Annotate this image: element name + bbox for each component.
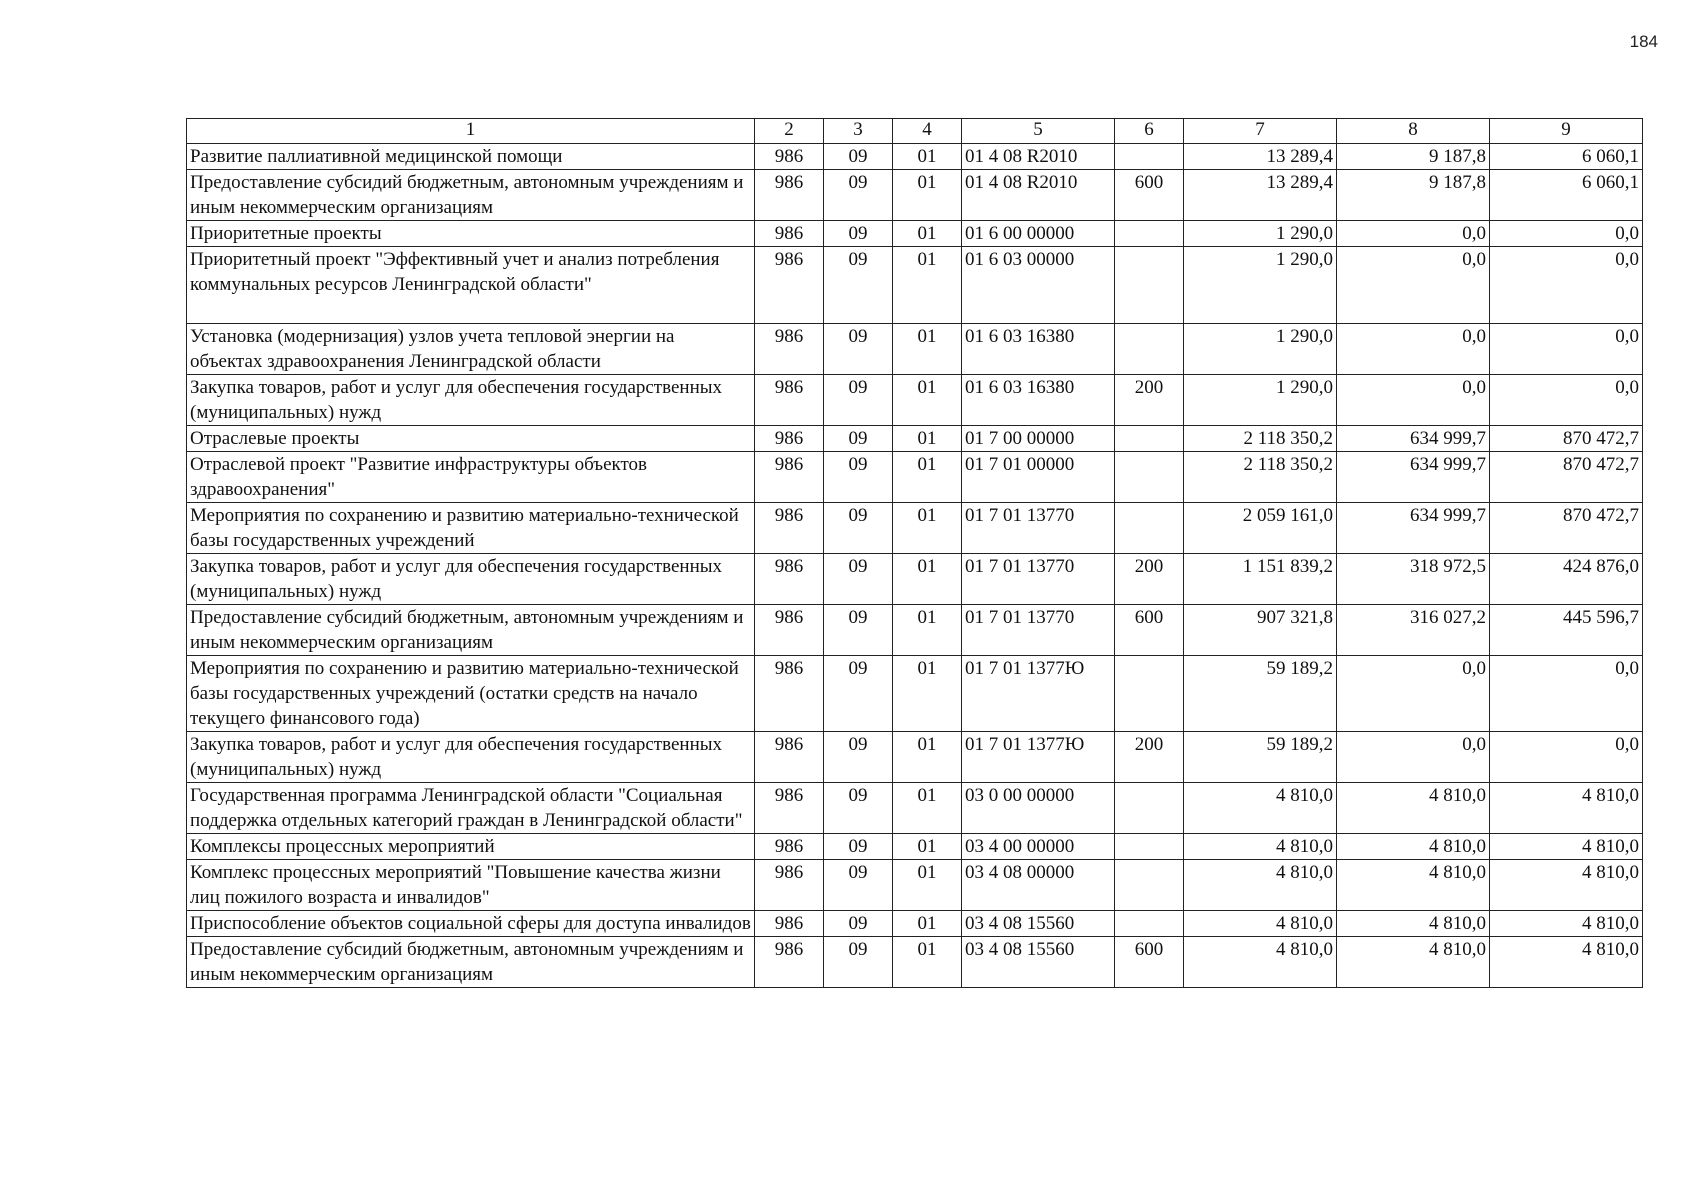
section-code-cell: 09: [824, 911, 893, 937]
table-row: [187, 834, 1643, 860]
subsection-code-cell: 01: [893, 247, 962, 324]
amount-year1-cell: 4 810,0: [1184, 937, 1337, 988]
amount-year3-cell: 4 810,0: [1490, 834, 1643, 860]
amount-year1-cell: 1 290,0: [1184, 221, 1337, 247]
section-code-cell: 09: [824, 324, 893, 375]
column-header: 4: [893, 119, 962, 144]
amount-year2-cell: 316 027,2: [1337, 605, 1490, 656]
subsection-code-cell: 01: [893, 452, 962, 503]
section-code-cell: 09: [824, 375, 893, 426]
subsection-code-cell: 01: [893, 783, 962, 834]
amount-year2-cell: 634 999,7: [1337, 503, 1490, 554]
amount-year2-cell: 0,0: [1337, 324, 1490, 375]
section-code-cell: 09: [824, 503, 893, 554]
row-name-cell: Мероприятия по сохранению и развитию материально-технической базы государственных учреждений (остатки средств на начало текущего финансового года): [187, 656, 755, 732]
table-row: [187, 554, 1643, 605]
amount-year2-cell: 0,0: [1337, 221, 1490, 247]
row-name-cell: Отраслевые проекты: [187, 426, 755, 452]
amount-year3-cell: 4 810,0: [1490, 860, 1643, 911]
target-article-cell: 01 7 00 00000: [962, 426, 1115, 452]
target-article-cell: 03 0 00 00000: [962, 783, 1115, 834]
section-code-cell: 09: [824, 656, 893, 732]
expense-type-cell: [1115, 426, 1184, 452]
expense-type-cell: [1115, 452, 1184, 503]
subsection-code-cell: 01: [893, 937, 962, 988]
target-article-cell: 03 4 00 00000: [962, 834, 1115, 860]
amount-year1-cell: 907 321,8: [1184, 605, 1337, 656]
table-row: [187, 783, 1643, 834]
row-name-cell: Приоритетный проект "Эффективный учет и анализ потребления коммунальных ресурсов Ленинградской области": [187, 247, 755, 324]
table-row: [187, 911, 1643, 937]
header-row: [187, 119, 1643, 144]
target-article-cell: 01 4 08 R2010: [962, 144, 1115, 170]
subsection-code-cell: 01: [893, 605, 962, 656]
admin-code-cell: 986: [755, 375, 824, 426]
admin-code-cell: 986: [755, 554, 824, 605]
amount-year3-cell: 424 876,0: [1490, 554, 1643, 605]
section-code-cell: 09: [824, 732, 893, 783]
amount-year3-cell: 4 810,0: [1490, 783, 1643, 834]
table-row: [187, 732, 1643, 783]
table-row: [187, 605, 1643, 656]
amount-year3-cell: 870 472,7: [1490, 503, 1643, 554]
admin-code-cell: 986: [755, 656, 824, 732]
page-number: 184: [1629, 32, 1658, 51]
table-row: [187, 144, 1643, 170]
admin-code-cell: 986: [755, 605, 824, 656]
row-name-cell: Предоставление субсидий бюджетным, автономным учреждениям и иным некоммерческим организациям: [187, 937, 755, 988]
amount-year3-cell: 0,0: [1490, 375, 1643, 426]
table-row: [187, 452, 1643, 503]
amount-year1-cell: 1 151 839,2: [1184, 554, 1337, 605]
admin-code-cell: 986: [755, 144, 824, 170]
amount-year3-cell: 0,0: [1490, 732, 1643, 783]
table-body: [187, 144, 1643, 988]
expense-type-cell: [1115, 503, 1184, 554]
admin-code-cell: 986: [755, 221, 824, 247]
row-name-cell: Закупка товаров, работ и услуг для обеспечения государственных (муниципальных) нужд: [187, 375, 755, 426]
section-code-cell: 09: [824, 783, 893, 834]
admin-code-cell: 986: [755, 247, 824, 324]
subsection-code-cell: 01: [893, 860, 962, 911]
row-name-cell: Закупка товаров, работ и услуг для обеспечения государственных (муниципальных) нужд: [187, 732, 755, 783]
amount-year1-cell: 2 118 350,2: [1184, 426, 1337, 452]
target-article-cell: 01 6 03 00000: [962, 247, 1115, 324]
expense-type-cell: [1115, 834, 1184, 860]
amount-year2-cell: 0,0: [1337, 656, 1490, 732]
amount-year2-cell: 0,0: [1337, 375, 1490, 426]
table-row: [187, 937, 1643, 988]
section-code-cell: 09: [824, 170, 893, 221]
expense-type-cell: 600: [1115, 937, 1184, 988]
admin-code-cell: 986: [755, 937, 824, 988]
amount-year3-cell: 0,0: [1490, 656, 1643, 732]
amount-year1-cell: 4 810,0: [1184, 783, 1337, 834]
expense-type-cell: [1115, 783, 1184, 834]
column-header: 8: [1337, 119, 1490, 144]
target-article-cell: 03 4 08 15560: [962, 911, 1115, 937]
row-name-cell: Предоставление субсидий бюджетным, автономным учреждениям и иным некоммерческим организациям: [187, 170, 755, 221]
amount-year2-cell: 634 999,7: [1337, 426, 1490, 452]
target-article-cell: 03 4 08 00000: [962, 860, 1115, 911]
subsection-code-cell: 01: [893, 732, 962, 783]
amount-year1-cell: 59 189,2: [1184, 656, 1337, 732]
table-row: [187, 324, 1643, 375]
row-name-cell: Предоставление субсидий бюджетным, автономным учреждениям и иным некоммерческим организациям: [187, 605, 755, 656]
column-header: 6: [1115, 119, 1184, 144]
admin-code-cell: 986: [755, 452, 824, 503]
table-row: [187, 170, 1643, 221]
expense-type-cell: 200: [1115, 554, 1184, 605]
target-article-cell: 01 7 01 13770: [962, 503, 1115, 554]
amount-year3-cell: 0,0: [1490, 324, 1643, 375]
column-header: 7: [1184, 119, 1337, 144]
amount-year2-cell: 318 972,5: [1337, 554, 1490, 605]
subsection-code-cell: 01: [893, 656, 962, 732]
table-row: [187, 375, 1643, 426]
target-article-cell: 01 7 01 13770: [962, 554, 1115, 605]
admin-code-cell: 986: [755, 911, 824, 937]
target-article-cell: 03 4 08 15560: [962, 937, 1115, 988]
subsection-code-cell: 01: [893, 170, 962, 221]
amount-year3-cell: 870 472,7: [1490, 452, 1643, 503]
column-header: 3: [824, 119, 893, 144]
amount-year3-cell: 4 810,0: [1490, 911, 1643, 937]
amount-year3-cell: 0,0: [1490, 221, 1643, 247]
amount-year2-cell: 4 810,0: [1337, 911, 1490, 937]
amount-year1-cell: 1 290,0: [1184, 375, 1337, 426]
amount-year3-cell: 4 810,0: [1490, 937, 1643, 988]
amount-year3-cell: 445 596,7: [1490, 605, 1643, 656]
table-row: [187, 860, 1643, 911]
column-header: 1: [187, 119, 755, 144]
amount-year3-cell: 0,0: [1490, 247, 1643, 324]
amount-year1-cell: 59 189,2: [1184, 732, 1337, 783]
row-name-cell: Комплекс процессных мероприятий "Повышение качества жизни лиц пожилого возраста и инвалидов": [187, 860, 755, 911]
amount-year1-cell: 4 810,0: [1184, 860, 1337, 911]
expense-type-cell: 200: [1115, 732, 1184, 783]
admin-code-cell: 986: [755, 834, 824, 860]
column-header: 9: [1490, 119, 1643, 144]
amount-year2-cell: 9 187,8: [1337, 170, 1490, 221]
expense-type-cell: [1115, 221, 1184, 247]
admin-code-cell: 986: [755, 503, 824, 554]
expense-type-cell: [1115, 860, 1184, 911]
admin-code-cell: 986: [755, 324, 824, 375]
amount-year1-cell: 2 118 350,2: [1184, 452, 1337, 503]
row-name-cell: Мероприятия по сохранению и развитию материально-технической базы государственных учреждений: [187, 503, 755, 554]
subsection-code-cell: 01: [893, 221, 962, 247]
row-name-cell: Приспособление объектов социальной сферы для доступа инвалидов: [187, 911, 755, 937]
row-name-cell: Приоритетные проекты: [187, 221, 755, 247]
subsection-code-cell: 01: [893, 554, 962, 605]
table-row: [187, 426, 1643, 452]
amount-year1-cell: 4 810,0: [1184, 834, 1337, 860]
target-article-cell: 01 7 01 1377Ю: [962, 656, 1115, 732]
row-name-cell: Закупка товаров, работ и услуг для обеспечения государственных (муниципальных) нужд: [187, 554, 755, 605]
row-name-cell: Установка (модернизация) узлов учета тепловой энергии на объектах здравоохранения Ленинградской области: [187, 324, 755, 375]
subsection-code-cell: 01: [893, 834, 962, 860]
section-code-cell: 09: [824, 452, 893, 503]
target-article-cell: 01 4 08 R2010: [962, 170, 1115, 221]
amount-year2-cell: 0,0: [1337, 732, 1490, 783]
expense-type-cell: [1115, 247, 1184, 324]
target-article-cell: 01 7 01 00000: [962, 452, 1115, 503]
target-article-cell: 01 6 00 00000: [962, 221, 1115, 247]
amount-year2-cell: 634 999,7: [1337, 452, 1490, 503]
section-code-cell: 09: [824, 554, 893, 605]
expense-type-cell: 600: [1115, 605, 1184, 656]
subsection-code-cell: 01: [893, 503, 962, 554]
admin-code-cell: 986: [755, 732, 824, 783]
table-row: [187, 503, 1643, 554]
section-code-cell: 09: [824, 221, 893, 247]
amount-year1-cell: 13 289,4: [1184, 144, 1337, 170]
amount-year2-cell: 4 810,0: [1337, 937, 1490, 988]
expense-type-cell: [1115, 911, 1184, 937]
target-article-cell: 01 7 01 1377Ю: [962, 732, 1115, 783]
section-code-cell: 09: [824, 605, 893, 656]
table-row: [187, 656, 1643, 732]
row-name-cell: Развитие паллиативной медицинской помощи: [187, 144, 755, 170]
amount-year1-cell: 4 810,0: [1184, 911, 1337, 937]
subsection-code-cell: 01: [893, 144, 962, 170]
subsection-code-cell: 01: [893, 911, 962, 937]
amount-year2-cell: 4 810,0: [1337, 834, 1490, 860]
section-code-cell: 09: [824, 144, 893, 170]
target-article-cell: 01 6 03 16380: [962, 375, 1115, 426]
amount-year2-cell: 9 187,8: [1337, 144, 1490, 170]
admin-code-cell: 986: [755, 170, 824, 221]
amount-year1-cell: 1 290,0: [1184, 247, 1337, 324]
table-row: [187, 247, 1643, 324]
row-name-cell: Отраслевой проект "Развитие инфраструктуры объектов здравоохранения": [187, 452, 755, 503]
section-code-cell: 09: [824, 937, 893, 988]
section-code-cell: 09: [824, 247, 893, 324]
expense-type-cell: [1115, 324, 1184, 375]
amount-year3-cell: 6 060,1: [1490, 170, 1643, 221]
section-code-cell: 09: [824, 860, 893, 911]
target-article-cell: 01 7 01 13770: [962, 605, 1115, 656]
subsection-code-cell: 01: [893, 426, 962, 452]
subsection-code-cell: 01: [893, 324, 962, 375]
amount-year2-cell: 4 810,0: [1337, 783, 1490, 834]
amount-year1-cell: 2 059 161,0: [1184, 503, 1337, 554]
row-name-cell: Комплексы процессных мероприятий: [187, 834, 755, 860]
amount-year1-cell: 1 290,0: [1184, 324, 1337, 375]
amount-year1-cell: 13 289,4: [1184, 170, 1337, 221]
amount-year3-cell: 6 060,1: [1490, 144, 1643, 170]
admin-code-cell: 986: [755, 860, 824, 911]
column-header: 2: [755, 119, 824, 144]
admin-code-cell: 986: [755, 426, 824, 452]
target-article-cell: 01 6 03 16380: [962, 324, 1115, 375]
budget-table: [186, 118, 1643, 988]
amount-year2-cell: 4 810,0: [1337, 860, 1490, 911]
expense-type-cell: [1115, 656, 1184, 732]
expense-type-cell: [1115, 144, 1184, 170]
expense-type-cell: 600: [1115, 170, 1184, 221]
subsection-code-cell: 01: [893, 375, 962, 426]
row-name-cell: Государственная программа Ленинградской области "Социальная поддержка отдельных категорий граждан в Ленинградской области": [187, 783, 755, 834]
amount-year2-cell: 0,0: [1337, 247, 1490, 324]
expense-type-cell: 200: [1115, 375, 1184, 426]
section-code-cell: 09: [824, 834, 893, 860]
table-row: [187, 221, 1643, 247]
amount-year3-cell: 870 472,7: [1490, 426, 1643, 452]
admin-code-cell: 986: [755, 783, 824, 834]
column-header: 5: [962, 119, 1115, 144]
section-code-cell: 09: [824, 426, 893, 452]
